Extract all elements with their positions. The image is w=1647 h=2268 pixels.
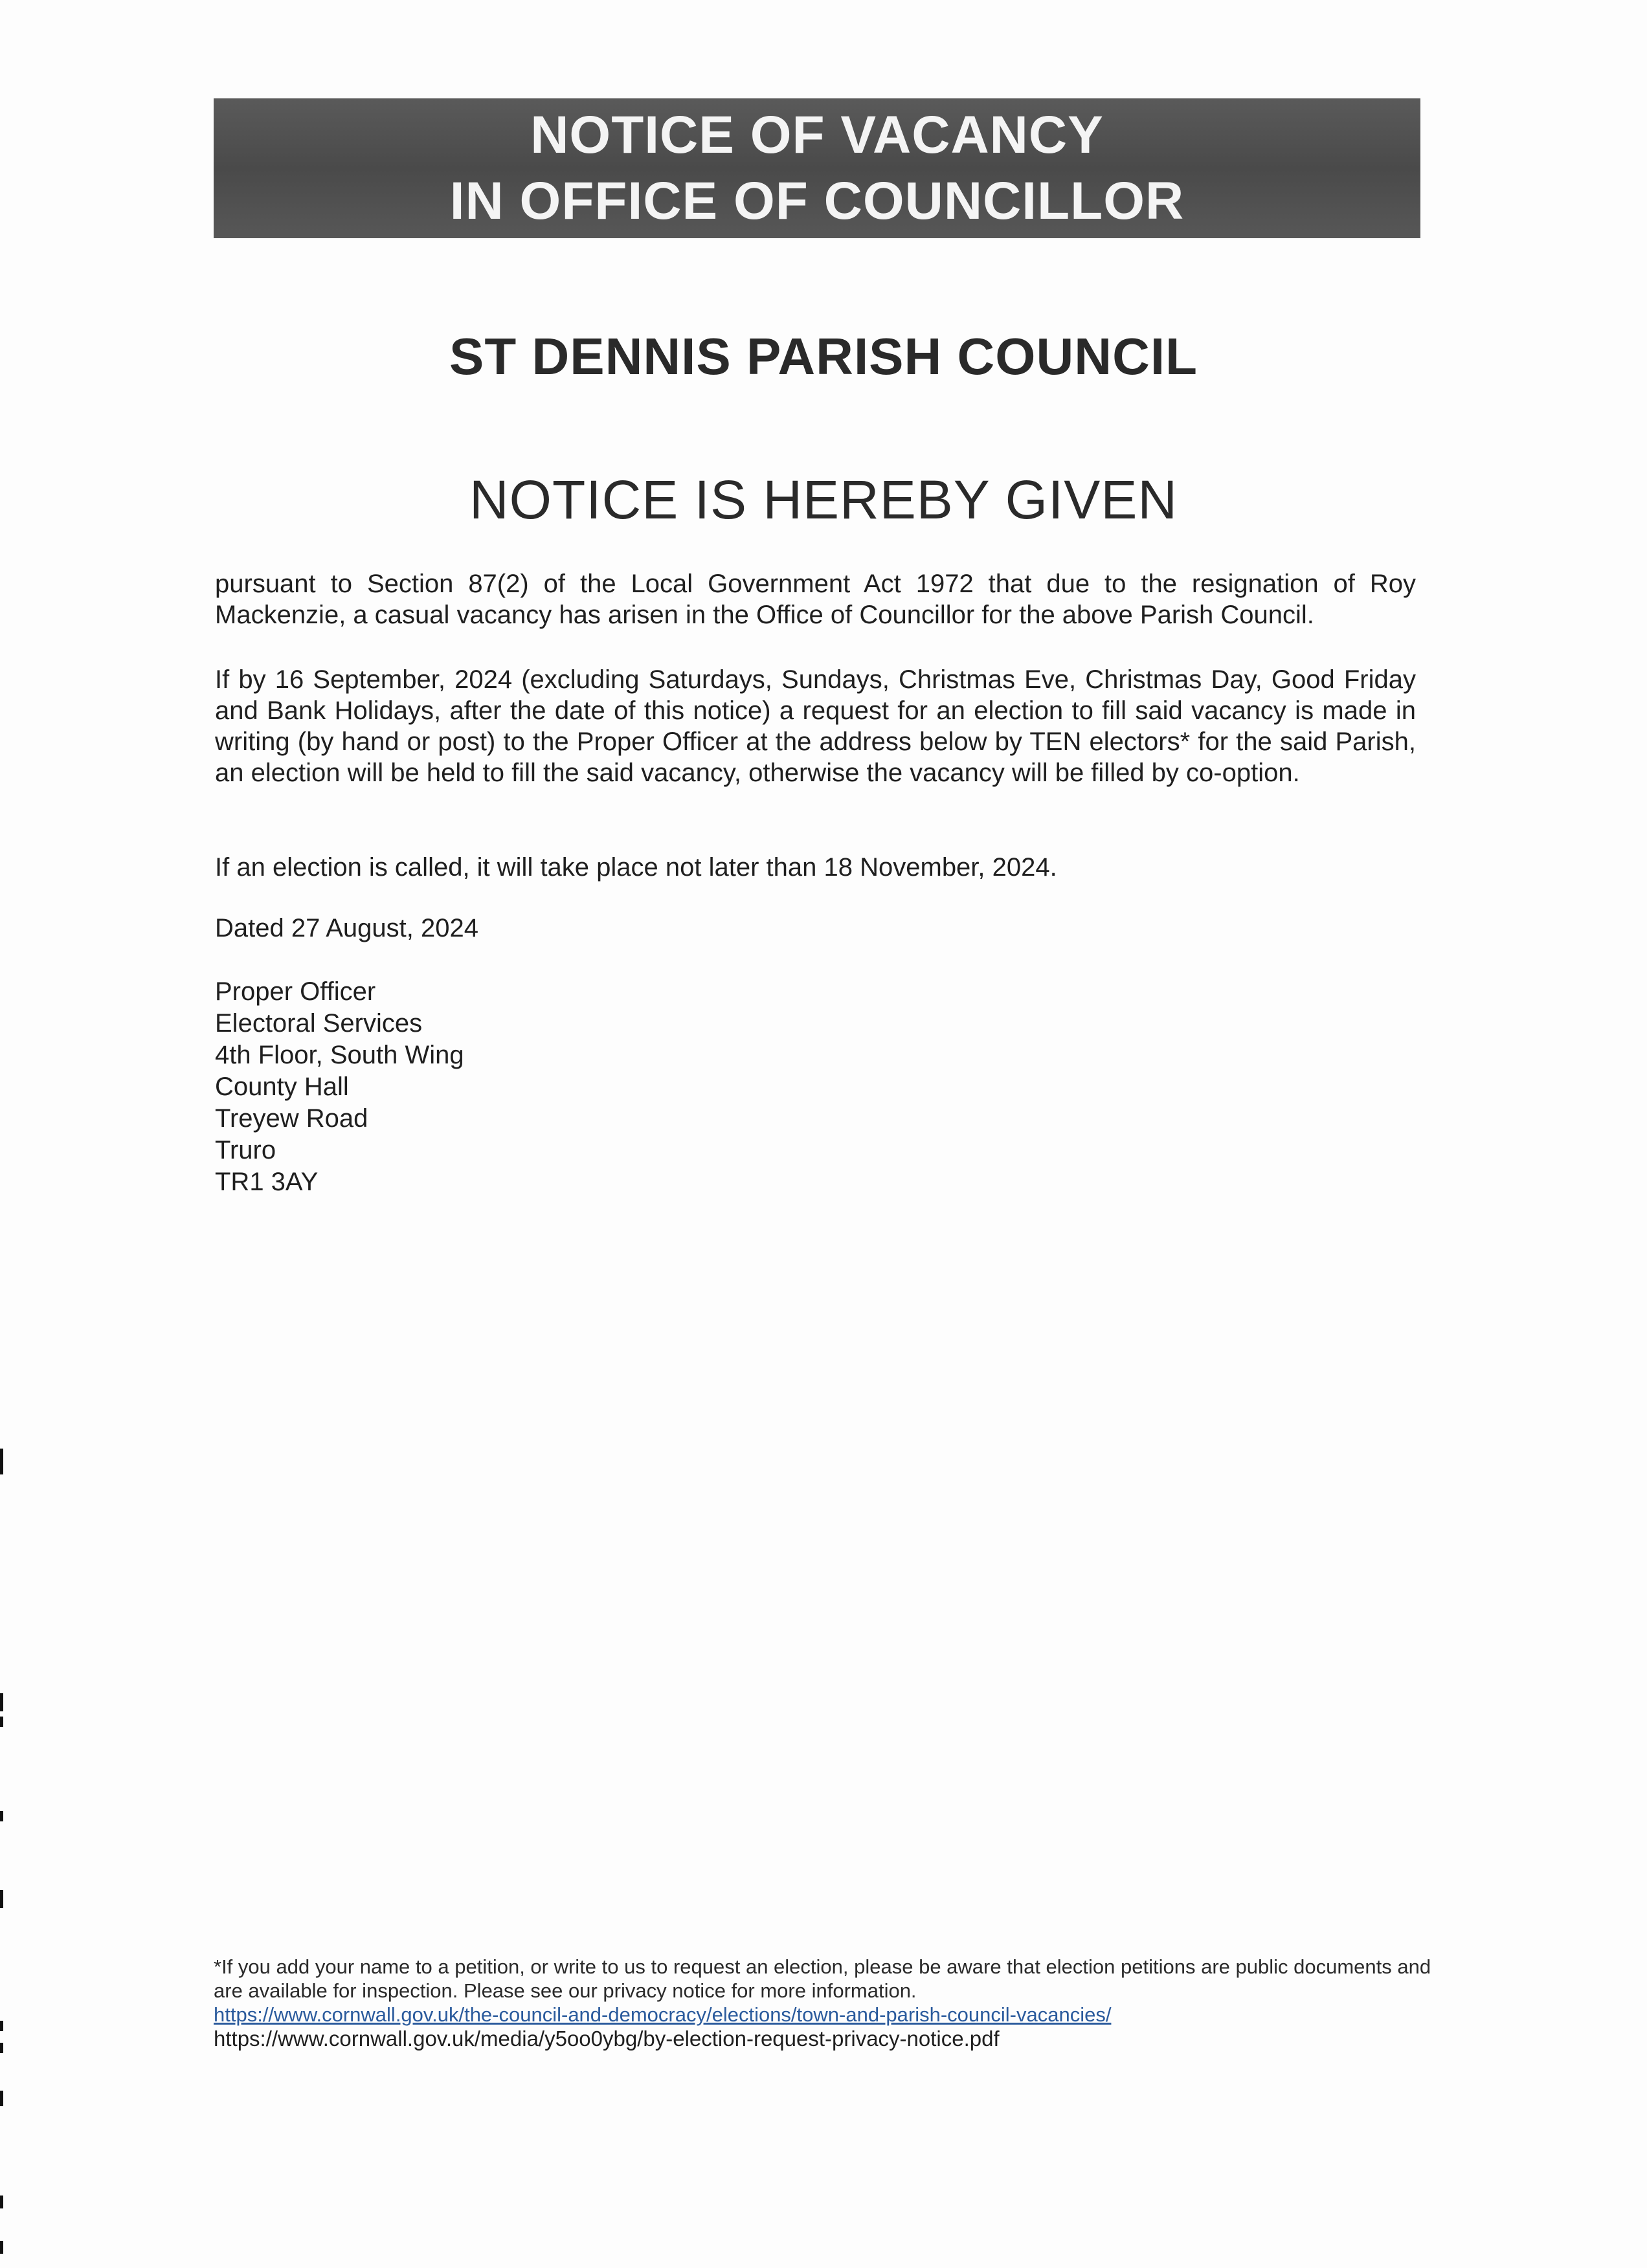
address-line: 4th Floor, South Wing <box>215 1041 464 1069</box>
paragraph-vacancy-reason: pursuant to Section 87(2) of the Local Government Act 1972 that due to the resignation of Roy Mackenzie, a casual vacancy has arisen in the Office of Councillor for the above Parish Council. <box>215 570 1416 629</box>
scan-edge-mark <box>0 1449 3 1474</box>
scan-edge-mark <box>0 2196 3 2208</box>
scan-edge-mark <box>0 2021 3 2031</box>
privacy-notice-url: https://www.cornwall.gov.uk/media/y5oo0ybg/by-election-request-privacy-notice.pdf <box>214 2027 1000 2051</box>
paragraph-dated: Dated 27 August, 2024 <box>215 914 478 942</box>
scan-edge-mark <box>0 1890 3 1908</box>
paragraph-election-request: If by 16 September, 2024 (excluding Saturdays, Sundays, Christmas Eve, Christmas Day, Good Friday and Bank Holidays, after the date of this notice) a request for an election to fill said vacancy is made in writing (by hand or post) to the Proper Officer at the address below by TEN electors* for the said Parish, an election will be held to fill the said vacancy, otherwise the vacancy will be filled by co-option. <box>215 665 1416 787</box>
scan-edge-mark <box>0 2241 3 2254</box>
scan-edge-mark <box>0 1717 3 1727</box>
scan-edge-mark <box>0 1811 3 1821</box>
scan-edge-mark <box>0 2091 3 2106</box>
vacancies-link[interactable]: https://www.cornwall.gov.uk/the-council-and-democracy/elections/town-and-parish-council-vacancies/ <box>214 2003 1112 2026</box>
banner-title-line-2: IN OFFICE OF COUNCILLOR <box>449 172 1185 230</box>
footnote-text: *If you add your name to a petition, or write to us to request an election, please be aware that election petitions are public documents and are available for inspection. Please see our privacy notice for more information. <box>214 1955 1431 2002</box>
scan-edge-mark <box>0 2043 3 2053</box>
address-line: TR1 3AY <box>215 1168 319 1196</box>
address-line: Proper Officer <box>215 977 376 1006</box>
address-line: Truro <box>215 1136 276 1164</box>
council-name-heading: ST DENNIS PARISH COUNCIL <box>449 328 1198 385</box>
privacy-footnote <box>214 1955 1437 2051</box>
address-line: County Hall <box>215 1073 349 1101</box>
scan-edge-mark <box>0 1693 3 1711</box>
paragraph-election-date: If an election is called, it will take place not later than 18 November, 2024. <box>215 853 1057 882</box>
title-banner <box>214 98 1420 238</box>
address-line: Electoral Services <box>215 1009 423 1038</box>
notice-heading: NOTICE IS HEREBY GIVEN <box>469 469 1178 530</box>
officer-address-block <box>215 976 464 1198</box>
address-line: Treyew Road <box>215 1104 368 1133</box>
banner-title-line-1: NOTICE OF VACANCY <box>530 106 1104 164</box>
